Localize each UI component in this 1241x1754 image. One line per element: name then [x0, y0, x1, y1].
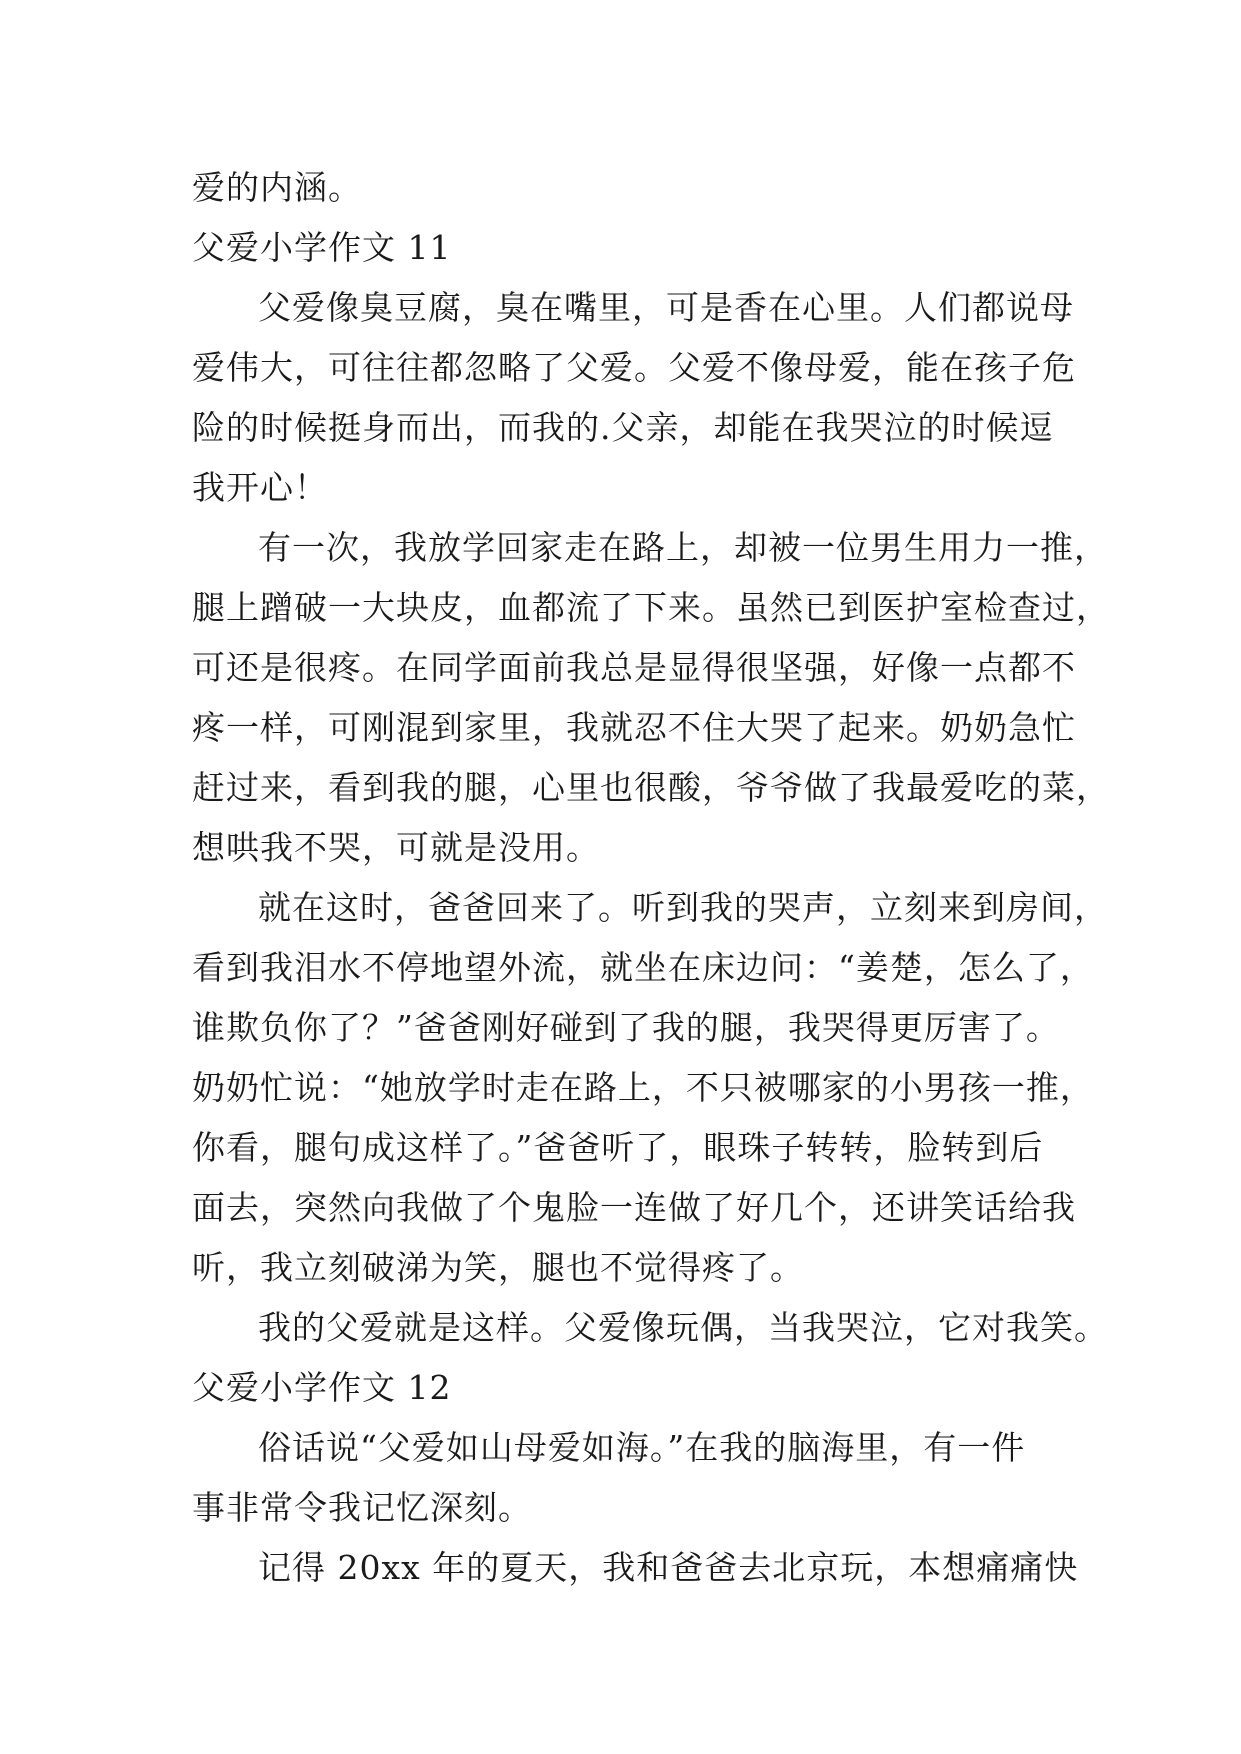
paragraph-line: 爱伟大，可往往都忽略了父爱。父爱不像母爱，能在孩子危 — [192, 348, 1076, 387]
paragraph-line: 我的父爱就是这样。父爱像玩偶，当我哭泣，它对我笑。 — [258, 1308, 1108, 1347]
paragraph-line: 腿上蹭破一大块皮，血都流了下来。虽然已到医护室检查过， — [192, 588, 1110, 627]
paragraph-line: 有一次，我放学回家走在路上，却被一位男生用力一推， — [258, 528, 1108, 567]
paragraph-line: 奶奶忙说：“她放学时走在路上，不只被哪家的小男孩一推， — [192, 1068, 1094, 1107]
paragraph-line: 事非常令我记忆深刻。 — [192, 1488, 532, 1527]
paragraph-line: 谁欺负你了？”爸爸刚好碰到了我的腿，我哭得更厉害了。 — [192, 1008, 1060, 1047]
paragraph-line: 看到我泪水不停地望外流，就坐在床边问：“姜楚，怎么了， — [192, 948, 1094, 987]
section-heading: 父爱小学作文 11 — [192, 228, 452, 267]
paragraph — [192, 878, 1108, 1298]
paragraph-line: 俗话说“父爱如山母爱如海。”在我的脑海里，有一件 — [258, 1428, 1026, 1467]
paragraph — [192, 1538, 1079, 1598]
paragraph-line: 听，我立刻破涕为笑，腿也不觉得疼了。 — [192, 1248, 804, 1287]
paragraph — [192, 1298, 1108, 1358]
text-line: 爱的内涵。 — [192, 168, 362, 207]
paragraph-line: 就在这时，爸爸回来了。听到我的哭声，立刻来到房间， — [258, 888, 1108, 927]
paragraph-line: 想哄我不哭，可就是没用。 — [192, 828, 600, 867]
paragraph-line: 赶过来，看到我的腿，心里也很酸，爷爷做了我最爱吃的菜， — [192, 768, 1110, 807]
document-body — [192, 158, 1110, 1598]
section-heading: 父爱小学作文 12 — [192, 1368, 452, 1407]
paragraph-line: 我开心！ — [192, 468, 328, 507]
paragraph — [192, 518, 1110, 878]
paragraph — [192, 278, 1076, 518]
paragraph-line: 可还是很疼。在同学面前我总是显得很坚强，好像一点都不 — [192, 648, 1076, 687]
paragraph-line: 面去，突然向我做了个鬼脸一连做了好几个，还讲笑话给我 — [192, 1188, 1076, 1227]
paragraph-line: 父爱像臭豆腐，臭在嘴里，可是香在心里。人们都说母 — [258, 288, 1074, 327]
paragraph — [192, 1418, 1060, 1538]
paragraph-line: 险的时候挺身而出，而我的.父亲，却能在我哭泣的时候逗 — [192, 408, 1054, 447]
paragraph-line: 你看，腿句成这样了。”爸爸听了，眼珠子转转，脸转到后 — [192, 1128, 1044, 1167]
paragraph-line: 记得 20xx 年的夏天，我和爸爸去北京玩，本想痛痛快 — [258, 1548, 1079, 1587]
paragraph-line: 疼一样，可刚混到家里，我就忍不住大哭了起来。奶奶急忙 — [192, 708, 1076, 747]
